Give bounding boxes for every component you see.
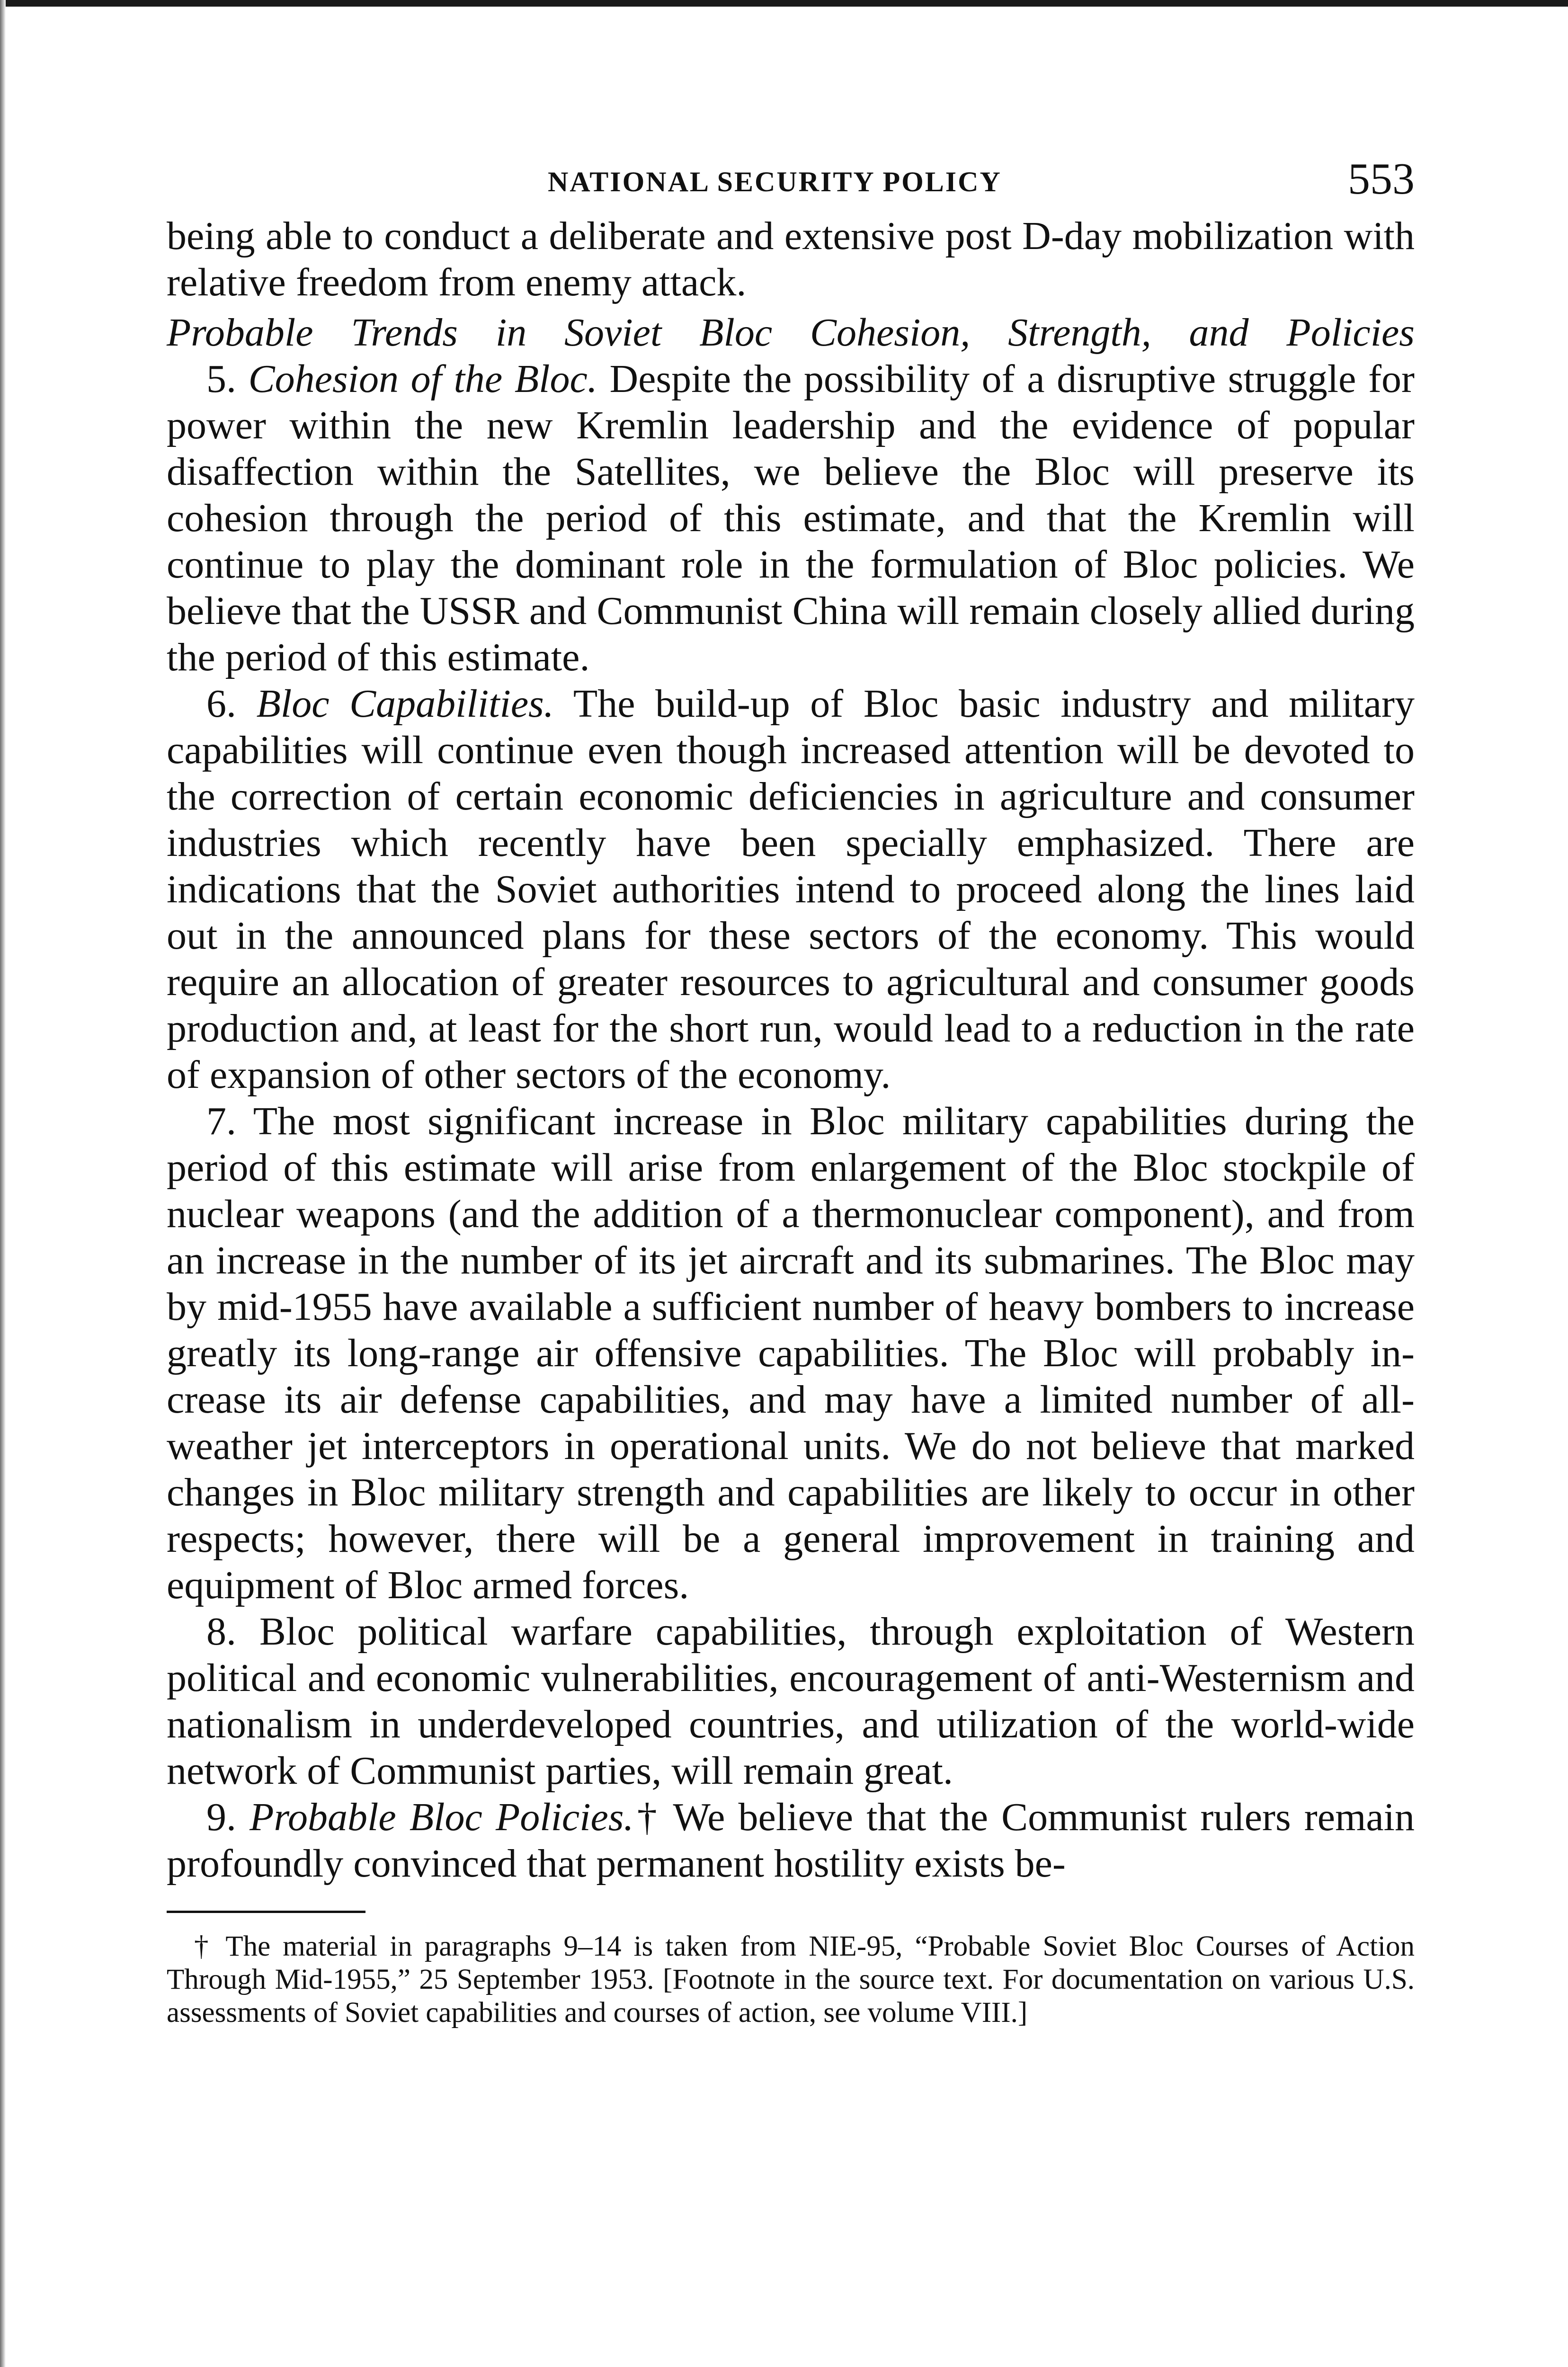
paragraph-text: Despite the possibility of a disruptive struggle for power within the new Kremlin leadership and the evidence of popular disaffection within the Satellites, we believe the Bloc will preserve its cohesion through the period of this estimate, and that the Kremlin will continue to play the dominant role in the formulation of Bloc policies. We believe that the USSR and Communist China will remain closely allied during the period of this estimate. — [167, 357, 1415, 679]
paragraph-text: The build-up of Bloc basic industry and military capabilities will continue even though increased attention will be devoted to the correction of certain economic deficiencies in agriculture and consumer industries which recently have been specially emphasized. There are indications that the Soviet authorities intend to proceed along the lines laid out in the announced plans for these sectors of the economy. This would require an allocation of greater resources to agricultural and consumer goods production and, at least for the short run, would lead to a reduction in the rate of expansion of other sectors of the economy. — [167, 682, 1415, 1097]
page-top-edge — [0, 0, 1568, 7]
paragraph-heading: Bloc Capabilities. — [256, 682, 554, 726]
footnote-divider — [167, 1911, 365, 1913]
paragraph-7 — [167, 1098, 1415, 1609]
paragraph-8 — [167, 1609, 1415, 1794]
footnote-mark: † — [194, 1931, 214, 1962]
paragraph-number: 9. — [206, 1795, 236, 1839]
paragraph-number: 6. — [206, 682, 236, 726]
page-left-edge — [0, 0, 6, 2367]
paragraph-number: 5. — [206, 357, 236, 401]
paragraph-heading: Probable Bloc Policies. — [249, 1795, 634, 1839]
page-number: 553 — [1348, 154, 1415, 204]
footnote — [167, 1930, 1415, 2029]
paragraph-number: 7. — [206, 1099, 236, 1143]
paragraph-text: The most significant increase in Bloc military capabilities during the period of this estimate will arise from enlargement of the Bloc stockpile of nuclear weapons (and the addition of a thermonuclear component), and from an increase in the number of its jet aircraft and its submarines. The Bloc may by mid-1955 have available a sufficient number of heavy bombers to increase greatly its long-range air offensive capabilities. The Bloc will probably increase its air defense capabilities, and may have a limited number of all-weather jet interceptors in operational units. We do not believe that marked changes in Bloc military strength and capabilities are likely to occur in other respects; however, there will be a general improvement in training and equipment of Bloc armed forces. — [167, 1099, 1415, 1607]
paragraph-6 — [167, 681, 1415, 1098]
page-content — [167, 151, 1415, 2029]
paragraph-heading: Cohesion of the Bloc. — [248, 357, 597, 401]
paragraph-9 — [167, 1794, 1415, 1887]
paragraph-text: We believe that the Communist rulers remain profoundly convinced that permanent hostility exists be- — [167, 1795, 1415, 1886]
section-heading: Probable Trends in Soviet Bloc Cohesion, Strength, and Policies — [167, 311, 1415, 355]
paragraph-number: 8. — [206, 1610, 236, 1654]
footnote-reference[interactable]: † — [633, 1795, 660, 1839]
footnote-text: The material in paragraphs 9–14 is taken from NIE-95, “Probable Soviet Bloc Courses of Action Through Mid-1955,” 25 September 1953. [Footnote in the source text. For documentation on various U.S. assessments of Soviet capabilities and courses of action, see volume VIII.] — [167, 1931, 1415, 2029]
continuation-paragraph: being able to conduct a deliberate and extensive post D-day mobilization with relative freedom from enemy attack. — [167, 214, 1415, 304]
running-title: NATIONAL SECURITY POLICY — [548, 166, 1002, 197]
running-head — [167, 151, 1415, 213]
paragraph-text: Bloc political warfare capabilities, through exploitation of Western political and economic vulnerabilities, encouragement of anti-Westernism and nationalism in underdeveloped countries, and utilization of the world-wide network of Communist parties, will remain great. — [167, 1610, 1415, 1793]
paragraph-5 — [167, 356, 1415, 681]
